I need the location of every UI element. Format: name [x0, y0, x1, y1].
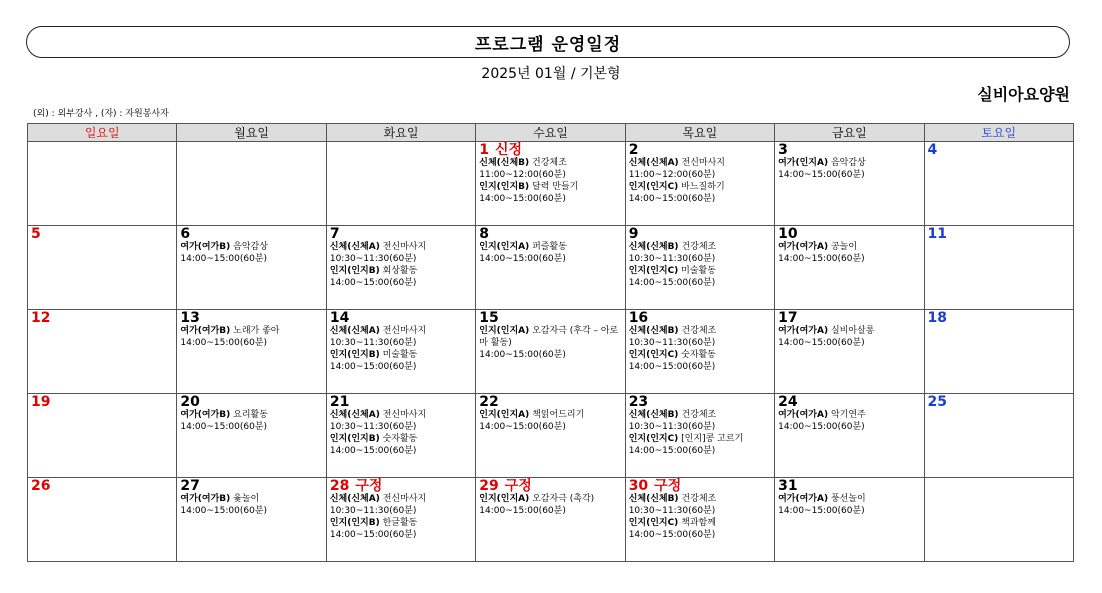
- day-number: [479, 479, 622, 493]
- activity-time: 10:30~11:30(60분): [329, 254, 417, 264]
- day-cell: [775, 394, 924, 478]
- activity-time: 10:30~11:30(60분): [628, 338, 716, 348]
- day-number: [330, 227, 473, 241]
- activity-time: 14:00~15:00(60분): [180, 254, 268, 264]
- activity-category: 여가(여가A): [778, 410, 829, 420]
- weekday-header-sun: 일요일: [28, 124, 177, 142]
- day-number-value: 21: [329, 394, 350, 410]
- activity-name: 숫자활동: [681, 350, 716, 360]
- holiday-label: 구정: [355, 478, 383, 494]
- day-number-value: 9: [628, 226, 639, 242]
- day-number-value: 5: [31, 226, 41, 242]
- day-number-value: 13: [180, 310, 200, 326]
- activity-name: 건강체조: [681, 410, 717, 420]
- holiday-label: 구정: [654, 478, 682, 494]
- day-number: [180, 311, 323, 325]
- activity-time: 10:30~11:30(60분): [329, 338, 417, 348]
- activity-entry: [629, 433, 772, 457]
- activity-time: 14:00~15:00(60분): [479, 506, 566, 516]
- activity-category: 신체(신체A): [329, 410, 380, 420]
- activity-entry: [180, 325, 323, 349]
- day-number-value: 23: [628, 394, 649, 410]
- activity-category: 신체(신체B): [628, 494, 679, 504]
- week-row: [28, 142, 1074, 226]
- holiday-label: 구정: [504, 478, 532, 494]
- day-cell: [775, 226, 924, 310]
- day-cell: [177, 478, 326, 562]
- activity-entry: [778, 493, 921, 517]
- calendar-table: [27, 123, 1074, 562]
- day-number-value: 12: [31, 310, 51, 326]
- activity-name: 악기연주: [830, 410, 866, 420]
- activity-entry: [330, 409, 473, 433]
- activity-name: 전신마사지: [382, 410, 427, 420]
- activity-time: 14:00~15:00(60분): [778, 422, 865, 432]
- activity-category: 인지(인지C): [628, 266, 679, 276]
- activity-time: 14:00~15:00(60분): [628, 194, 716, 204]
- activity-name: 음악감상: [233, 242, 268, 252]
- activity-time: 14:00~15:00(60분): [778, 338, 865, 348]
- day-cell: [924, 142, 1073, 226]
- day-number: [778, 143, 921, 157]
- week-row: [28, 226, 1074, 310]
- activity-entry: [629, 349, 772, 373]
- activity-entry: [479, 241, 622, 265]
- day-number: [31, 227, 174, 241]
- day-number-value: 11: [927, 226, 948, 242]
- activity-name: 노래가 좋아: [233, 326, 280, 336]
- activity-time: 14:00~15:00(60분): [479, 350, 566, 360]
- weekday-header-row: [28, 124, 1074, 142]
- day-number-value: 18: [927, 310, 948, 326]
- day-cell: [28, 310, 177, 394]
- activity-entry: [778, 241, 921, 265]
- day-cell: [775, 142, 924, 226]
- activity-entry: [778, 409, 921, 433]
- activity-category: 인지(인지A): [479, 494, 530, 504]
- day-number: [928, 311, 1071, 325]
- day-number: [479, 311, 622, 325]
- day-cell: [177, 310, 326, 394]
- activity-category: 여가(여가B): [180, 326, 231, 336]
- day-number-value: 7: [329, 226, 340, 242]
- day-cell: [28, 394, 177, 478]
- activity-name: 실비아살롱: [830, 326, 875, 336]
- day-number: [629, 311, 772, 325]
- activity-category: 신체(신체A): [628, 158, 679, 168]
- day-number: [479, 227, 622, 241]
- activity-category: 신체(신체A): [329, 242, 380, 252]
- page-title: 프로그램 운영일정: [474, 34, 622, 55]
- activity-time: 14:00~15:00(60분): [479, 194, 566, 204]
- activity-time: 10:30~11:30(60분): [628, 506, 716, 516]
- activity-category: 인지(인지B): [479, 182, 530, 192]
- day-number: [629, 395, 772, 409]
- activity-name: 윷놀이: [233, 494, 260, 504]
- day-number: [928, 395, 1071, 409]
- organization-name: 실비아요양원: [977, 85, 1070, 104]
- legend-note: (외) : 외부강사 , (자) : 자원봉사자: [33, 109, 169, 119]
- activity-name: 음악감상: [830, 158, 866, 168]
- activity-time: 14:00~15:00(60분): [329, 446, 417, 456]
- day-number: [479, 395, 622, 409]
- activity-name: 바느질하기: [681, 182, 725, 192]
- activity-time: 14:00~15:00(60분): [778, 254, 865, 264]
- activity-time: 14:00~15:00(60분): [778, 170, 865, 180]
- activity-entry: [180, 409, 323, 433]
- day-cell: [326, 478, 475, 562]
- activity-name: 달력 만들기: [532, 182, 579, 192]
- activity-time: 11:00~12:00(60분): [628, 170, 716, 180]
- activity-name: [인지]콩 고르기: [681, 434, 744, 444]
- activity-time: 14:00~15:00(60분): [180, 422, 268, 432]
- activity-entry: [330, 265, 473, 289]
- day-number: [928, 227, 1071, 241]
- activity-time: 14:00~15:00(60분): [628, 530, 716, 540]
- day-cell: [28, 226, 177, 310]
- weekday-header-fri: 금요일: [775, 124, 924, 142]
- day-number: [330, 395, 473, 409]
- activity-category: 여가(여가A): [778, 242, 829, 252]
- day-number-value: 20: [180, 394, 200, 410]
- activity-entry: [180, 493, 323, 517]
- day-cell: [476, 478, 625, 562]
- day-number-value: 25: [927, 394, 948, 410]
- weekday-header-wed: 수요일: [476, 124, 625, 142]
- day-number: [629, 479, 772, 493]
- activity-entry: [629, 157, 772, 181]
- weekday-header-tue: 화요일: [326, 124, 475, 142]
- day-number-value: 26: [31, 478, 51, 494]
- activity-category: 여가(여가B): [180, 494, 231, 504]
- activity-name: 한글활동: [382, 518, 418, 528]
- activity-time: 14:00~15:00(60분): [329, 530, 417, 540]
- day-number-value: 16: [628, 310, 649, 326]
- day-number: [629, 227, 772, 241]
- day-number: [928, 143, 1071, 157]
- calendar-body: [28, 142, 1074, 562]
- day-number-value: 29: [479, 478, 499, 494]
- activity-name: 책읽어드리기: [532, 410, 585, 420]
- activity-name: 전신마사지: [382, 242, 427, 252]
- activity-name: 공놀이: [830, 242, 858, 252]
- day-cell: [326, 310, 475, 394]
- activity-entry: [330, 325, 473, 349]
- activity-name: 전신마사지: [382, 494, 427, 504]
- activity-entry: [778, 157, 921, 181]
- activity-name: 미술활동: [681, 266, 716, 276]
- activity-entry: [778, 325, 921, 349]
- day-cell: [177, 226, 326, 310]
- activity-entry: [330, 517, 473, 541]
- activity-time: 14:00~15:00(60분): [628, 278, 716, 288]
- activity-time: 14:00~15:00(60분): [180, 506, 268, 516]
- day-cell: [476, 310, 625, 394]
- activity-category: 신체(신체A): [329, 326, 380, 336]
- day-number: [330, 479, 473, 493]
- activity-category: 인지(인지B): [329, 350, 380, 360]
- day-cell: [476, 226, 625, 310]
- day-number-value: 14: [329, 310, 350, 326]
- day-number: [31, 395, 174, 409]
- activity-name: 숫자활동: [382, 434, 418, 444]
- day-number: [31, 311, 174, 325]
- activity-category: 여가(여가A): [778, 494, 829, 504]
- day-cell: [28, 142, 177, 226]
- day-number: [180, 395, 323, 409]
- day-number: [31, 479, 174, 493]
- activity-category: 신체(신체B): [628, 242, 679, 252]
- day-number: [778, 311, 921, 325]
- day-number-value: 28: [329, 478, 350, 494]
- activity-time: 14:00~15:00(60분): [329, 362, 417, 372]
- week-row: [28, 478, 1074, 562]
- activity-category: 신체(신체B): [628, 410, 679, 420]
- day-number: [479, 143, 622, 157]
- activity-entry: [330, 349, 473, 373]
- activity-entry: [629, 325, 772, 349]
- activity-time: 11:00~12:00(60분): [479, 170, 566, 180]
- activity-category: 인지(인지C): [628, 518, 679, 528]
- day-number: [330, 311, 473, 325]
- activity-entry: [629, 493, 772, 517]
- activity-name: 건강체조: [681, 242, 717, 252]
- activity-name: 전신마사지: [681, 158, 726, 168]
- week-row: [28, 310, 1074, 394]
- activity-time: 10:30~11:30(60분): [628, 422, 716, 432]
- day-cell: [625, 478, 774, 562]
- day-number-value: 22: [479, 394, 499, 410]
- day-number-value: 24: [778, 394, 798, 410]
- activity-time: 14:00~15:00(60분): [628, 362, 716, 372]
- day-number: [778, 479, 921, 493]
- day-cell: [326, 226, 475, 310]
- schedule-title-box: [26, 26, 1070, 58]
- activity-name: 건강체조: [681, 326, 717, 336]
- day-cell: [476, 394, 625, 478]
- activity-category: 신체(신체B): [479, 158, 530, 168]
- day-cell: [924, 478, 1073, 562]
- day-number-value: 30: [628, 478, 649, 494]
- day-number: [778, 227, 921, 241]
- activity-entry: [629, 409, 772, 433]
- day-number: [629, 143, 772, 157]
- day-number-value: 3: [778, 142, 788, 158]
- activity-time: 10:30~11:30(60분): [329, 422, 417, 432]
- activity-entry: [629, 517, 772, 541]
- activity-entry: [629, 265, 772, 289]
- day-number-value: 4: [927, 142, 938, 158]
- activity-time: 14:00~15:00(60분): [479, 254, 566, 264]
- activity-category: 인지(인지A): [479, 410, 530, 420]
- activity-name: 오감자극 (촉각): [532, 494, 595, 504]
- activity-time: 14:00~15:00(60분): [180, 338, 268, 348]
- day-number-value: 2: [628, 142, 639, 158]
- day-cell: [177, 142, 326, 226]
- day-cell: [326, 142, 475, 226]
- activity-entry: [479, 181, 622, 205]
- weekday-header-sat: 토요일: [924, 124, 1073, 142]
- day-number-value: 31: [778, 478, 798, 494]
- week-row: [28, 394, 1074, 478]
- activity-category: 인지(인지B): [329, 434, 380, 444]
- activity-entry: [629, 241, 772, 265]
- day-cell: [476, 142, 625, 226]
- day-cell: [625, 394, 774, 478]
- activity-category: 인지(인지C): [628, 182, 679, 192]
- day-cell: [625, 226, 774, 310]
- day-cell: [924, 226, 1073, 310]
- day-number: [180, 479, 323, 493]
- day-number-value: 1: [479, 142, 490, 158]
- activity-entry: [330, 493, 473, 517]
- activity-category: 여가(여가B): [180, 410, 231, 420]
- activity-entry: [330, 433, 473, 457]
- activity-name: 오감자극 (후각 – 아로마 활동): [479, 326, 619, 348]
- day-number-value: 6: [180, 226, 191, 242]
- activity-name: 책과함께: [681, 518, 716, 528]
- activity-category: 인지(인지A): [479, 326, 530, 336]
- weekday-header-thu: 목요일: [625, 124, 774, 142]
- day-cell: [924, 310, 1073, 394]
- activity-entry: [180, 241, 323, 265]
- activity-time: 14:00~15:00(60분): [628, 446, 716, 456]
- activity-name: 요리활동: [233, 410, 268, 420]
- day-number-value: 15: [479, 310, 499, 326]
- day-number: [778, 395, 921, 409]
- activity-time: 14:00~15:00(60분): [479, 422, 566, 432]
- activity-name: 회상활동: [382, 266, 418, 276]
- activity-category: 인지(인지C): [628, 434, 679, 444]
- day-number: [180, 227, 323, 241]
- day-cell: [775, 310, 924, 394]
- activity-name: 퍼즐활동: [532, 242, 567, 252]
- activity-entry: [479, 409, 622, 433]
- day-number-value: 8: [479, 226, 490, 242]
- activity-time: 14:00~15:00(60분): [778, 506, 865, 516]
- activity-name: 건강체조: [681, 494, 717, 504]
- day-number-value: 10: [778, 226, 798, 242]
- activity-category: 인지(인지C): [628, 350, 679, 360]
- activity-time: 10:30~11:30(60분): [329, 506, 417, 516]
- day-number-value: 19: [31, 394, 51, 410]
- activity-entry: [479, 493, 622, 517]
- day-number-value: 27: [180, 478, 200, 494]
- activity-name: 풍선놀이: [830, 494, 866, 504]
- day-cell: [775, 478, 924, 562]
- activity-category: 신체(신체B): [628, 326, 679, 336]
- activity-category: 인지(인지B): [329, 266, 380, 276]
- activity-category: 신체(신체A): [329, 494, 380, 504]
- weekday-header-mon: 월요일: [177, 124, 326, 142]
- activity-category: 여가(인지A): [778, 158, 829, 168]
- activity-entry: [330, 241, 473, 265]
- activity-entry: [479, 157, 622, 181]
- activity-category: 인지(인지B): [329, 518, 380, 528]
- day-cell: [326, 394, 475, 478]
- day-cell: [625, 142, 774, 226]
- day-cell: [924, 394, 1073, 478]
- activity-name: 전신마사지: [382, 326, 427, 336]
- page-subtitle: 2025년 01월 / 기본형: [481, 66, 621, 82]
- activity-entry: [479, 325, 622, 361]
- activity-time: 10:30~11:30(60분): [628, 254, 716, 264]
- activity-name: 미술활동: [382, 350, 418, 360]
- day-number-value: 17: [778, 310, 798, 326]
- activity-entry: [629, 181, 772, 205]
- holiday-label: 신정: [495, 142, 523, 158]
- day-cell: [177, 394, 326, 478]
- activity-name: 건강체조: [532, 158, 567, 168]
- day-cell: [28, 478, 177, 562]
- activity-category: 인지(인지A): [479, 242, 530, 252]
- activity-category: 여가(여가A): [778, 326, 829, 336]
- day-cell: [625, 310, 774, 394]
- activity-category: 여가(여가B): [180, 242, 231, 252]
- activity-time: 14:00~15:00(60분): [329, 278, 417, 288]
